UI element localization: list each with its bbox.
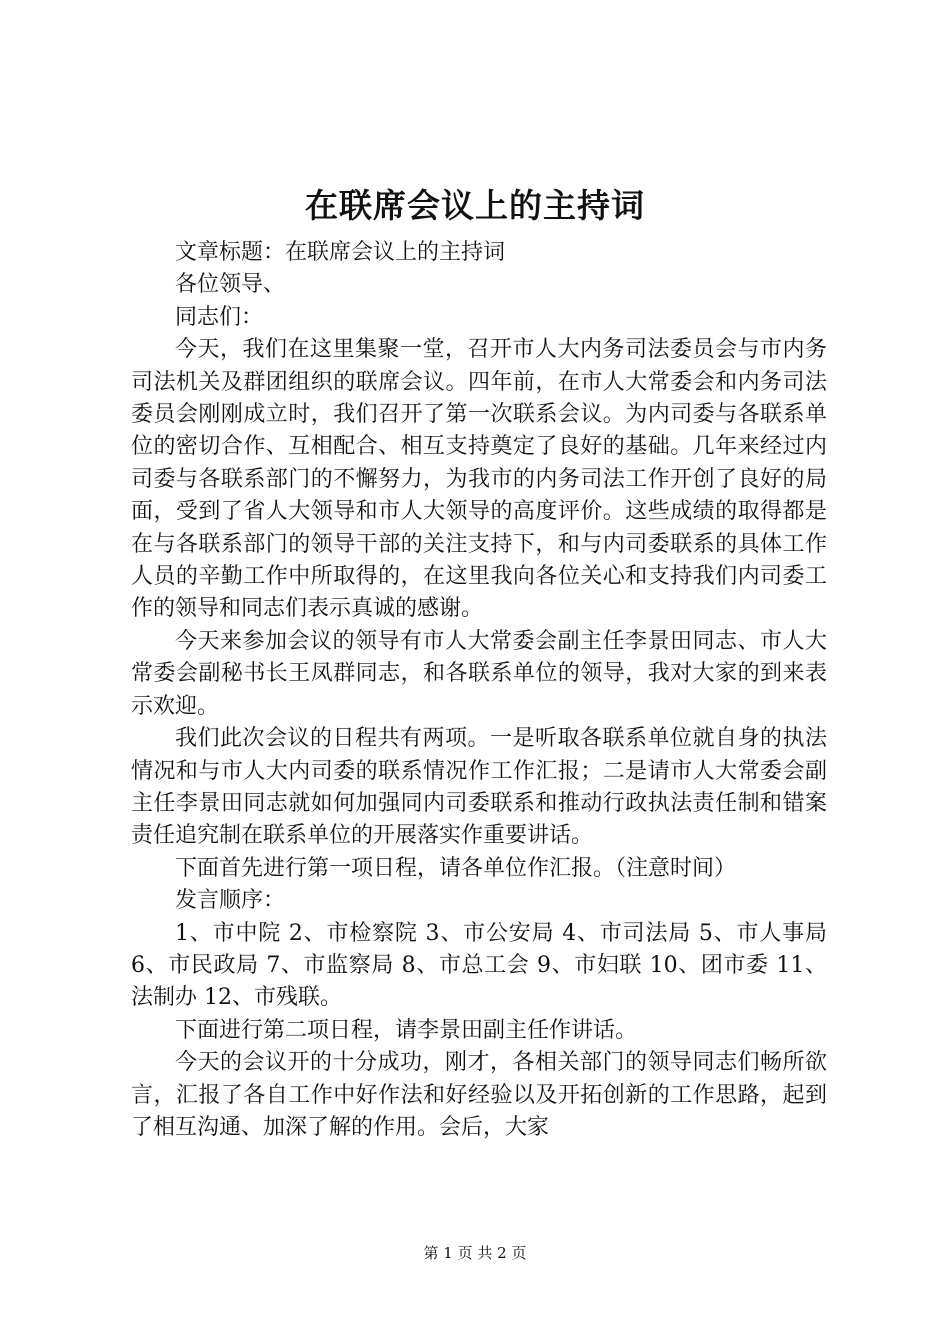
paragraph-attendees: 今天来参加会议的领导有市人大常委会副主任李景田同志、市人大常委会副秘书长王凤群同志，和各联系单位的领导，我对大家的到来表示欢迎。 xyxy=(131,628,827,719)
document-title: 在联席会议上的主持词 xyxy=(305,186,645,225)
article-title-line: 文章标题：在联席会议上的主持词 xyxy=(175,240,506,265)
page-footer: 第 1 页 共 2 页 xyxy=(423,1244,527,1262)
salutation-leaders: 各位领导、 xyxy=(175,272,286,298)
paragraph-closing: 今天的会议开的十分成功，刚才，各相关部门的领导同志们畅所欲言，汇报了各自工作中好作法和好经验以及开拓创新的工作思路，起到了相互沟通、加深了解的作用。会后，大家 xyxy=(131,1050,827,1140)
speaking-order-heading: 发言顺序： xyxy=(175,888,286,914)
document-body xyxy=(131,237,827,1144)
paragraph-opening: 今天，我们在这里集聚一堂，召开市人大内务司法委员会与市内务司法机关及群团组织的联席会议。四年前，在市人大常委会和内务司法委员会刚刚成立时，我们召开了第一次联系会议。为内司委与各联系单位的密切合作、互相配合、相互支持奠定了良好的基础。几年来经过内司委与各联系部门的不懈努力，为我市的内务司法工作开创了良好的局面，受到了省人大领导和市人大领导的高度评价。这些成绩的取得都是在与各联系部门的领导干部的关注支持下，和与内司委联系的具体工作人员的辛勤工作中所取得的，在这里我向各位关心和支持我们内司委工作的领导和同志们表示真诚的感谢。 xyxy=(131,337,827,622)
speaking-order-list: 1、市中院 2、市检察院 3、市公安局 4、市司法局 5、市人事局 6、市民政局 7、市监察局 8、市总工会 9、市妇联 10、团市委 11、法制办 12、市残联。 xyxy=(131,920,827,1011)
paragraph-second-item: 下面进行第二项日程，请李景田副主任作讲话。 xyxy=(175,1017,638,1043)
paragraph-first-item: 下面首先进行第一项日程，请各单位作汇报。（注意时间） xyxy=(175,855,737,881)
paragraph-agenda: 我们此次会议的日程共有两项。一是听取各联系单位就自身的执法情况和与市人大内司委的联系情况作工作汇报；二是请市人大常委会副主任李景田同志就如何加强同内司委联系和推动行政执法责任制和错案责任追究制在联系单位的开展落实作重要讲话。 xyxy=(131,726,827,849)
salutation-comrades: 同志们： xyxy=(175,304,264,330)
